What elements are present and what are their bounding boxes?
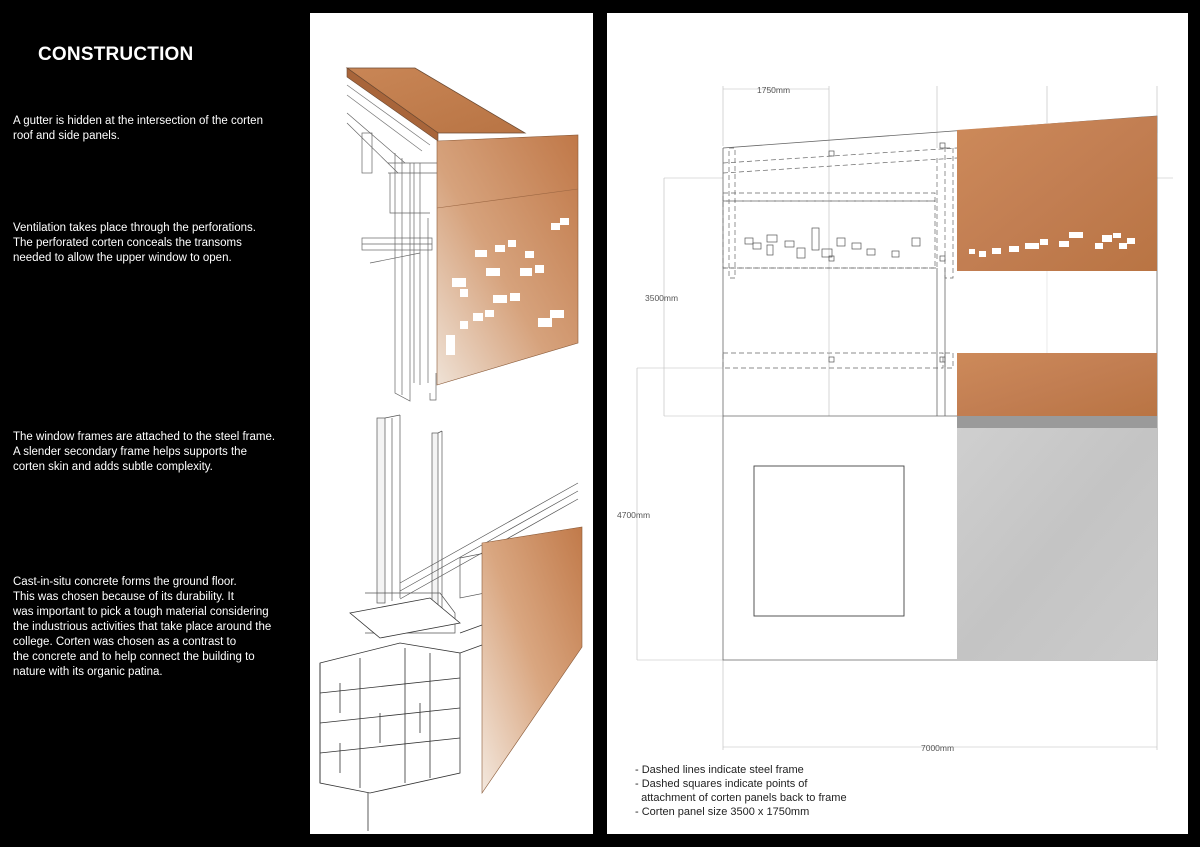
steel-frame-upper	[347, 113, 438, 401]
legend-item: attachment of corten panels back to frame	[635, 792, 847, 804]
legend-item: - Corten panel size 3500 x 1750mm	[635, 806, 810, 818]
perforated-corten-panel	[437, 135, 578, 385]
guide-lines	[829, 271, 1047, 353]
dimension-panel-height: 3500mm	[645, 293, 679, 303]
text-line: The perforated corten conceals the transoms	[13, 237, 242, 249]
text-line: Ventilation takes place through the perforations.	[13, 222, 256, 234]
steel-frame-dashed	[723, 148, 957, 368]
text-line: This was chosen because of its durability. It	[13, 591, 234, 603]
legend-item: - Dashed squares indicate points of	[635, 778, 808, 790]
perforation-outlines	[745, 228, 920, 258]
brick-wall	[320, 598, 482, 831]
text-line: corten skin and adds subtle complexity.	[13, 461, 213, 473]
elevation-drawing	[607, 13, 1188, 834]
text-ventilation-paragraph	[13, 221, 298, 266]
window-opening	[754, 466, 904, 616]
text-line: needed to allow the upper window to open.	[13, 252, 232, 264]
text-gutter-paragraph	[13, 114, 298, 144]
elevation-panel	[607, 13, 1188, 834]
corten-panel-lower	[482, 527, 582, 793]
text-line: A gutter is hidden at the intersection of the corten	[13, 115, 263, 127]
isometric-drawing	[310, 13, 593, 834]
text-line: roof and side panels.	[13, 130, 120, 142]
text-line: was important to pick a tough material considering	[13, 606, 269, 618]
page-title: CONSTRUCTION	[38, 44, 194, 65]
text-line: Cast-in-situ concrete forms the ground floor.	[13, 576, 237, 588]
text-line: A slender secondary frame helps supports the	[13, 446, 247, 458]
attachment-points	[829, 143, 945, 362]
concrete-panel	[957, 428, 1157, 660]
text-line: the industrious activities that take place around the	[13, 621, 272, 633]
text-concrete-paragraph	[13, 575, 298, 680]
dimension-total-width: 7000mm	[921, 743, 955, 753]
corten-panels	[957, 116, 1157, 428]
dimension-panel-width: 1750mm	[757, 85, 791, 95]
legend	[635, 763, 847, 819]
legend-item: - Dashed lines indicate steel frame	[635, 764, 804, 776]
text-line: nature with its organic patina.	[13, 666, 163, 678]
text-line: college. Corten was chosen as a contrast to	[13, 636, 237, 648]
text-line: The window frames are attached to the steel frame.	[13, 431, 276, 443]
text-line: the concrete and to help connect the building to	[13, 651, 255, 663]
isometric-detail-panel	[310, 13, 593, 834]
text-window-frames-paragraph	[13, 430, 298, 475]
dimension-total-height: 4700mm	[617, 510, 651, 520]
